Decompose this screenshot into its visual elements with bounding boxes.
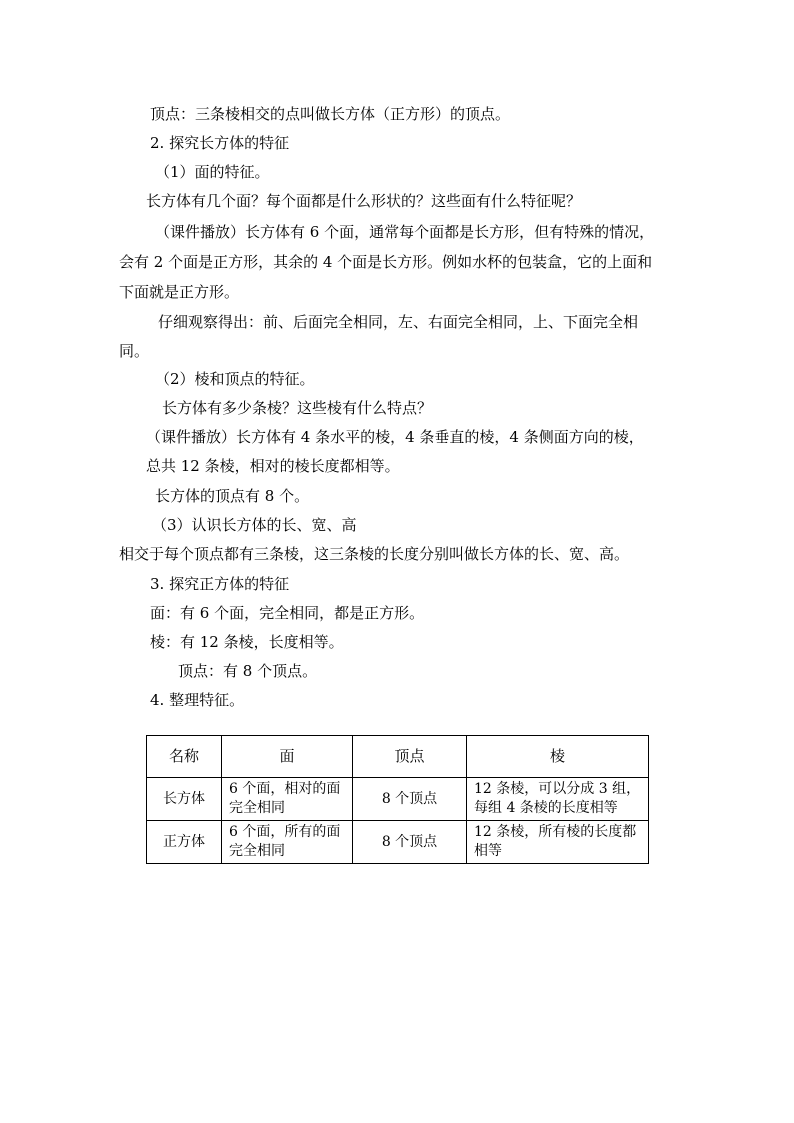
paragraph-observation-1: 仔细观察得出：前、后面完全相同，左、右面完全相同，上、下面完全相 — [158, 313, 639, 331]
heading-cuboid-features: 2. 探究长方体的特征 — [150, 134, 290, 152]
column-header-vertex: 顶点 — [353, 736, 467, 778]
column-header-name: 名称 — [147, 736, 222, 778]
paragraph-edge-question: 长方体有多少条棱？这些棱有什么特点？ — [162, 399, 433, 417]
table-row — [147, 821, 649, 864]
feature-comparison-table — [146, 735, 649, 864]
subheading-face-features: （1）面的特征。 — [155, 163, 270, 181]
subheading-edge-vertex-features: （2）棱和顶点的特征。 — [155, 370, 315, 388]
column-header-edge: 棱 — [467, 736, 649, 778]
cell-shape-name: 正方体 — [147, 821, 222, 864]
column-header-face: 面 — [222, 736, 353, 778]
paragraph-edge-explanation-1: （课件播放）长方体有 4 条水平的棱，4 条垂直的棱，4 条侧面方向的棱， — [146, 428, 644, 446]
paragraph-length-width-height: 相交于每个顶点都有三条棱，这三条棱的长度分别叫做长方体的长、宽、高。 — [119, 545, 630, 563]
paragraph-cube-faces: 面：有 6 个面，完全相同，都是正方形。 — [150, 604, 425, 622]
cell-vertex: 8 个顶点 — [353, 778, 467, 821]
paragraph-face-explanation-1: （课件播放）长方体有 6 个面，通常每个面都是长方形，但有特殊的情况， — [155, 223, 655, 241]
cell-vertex: 8 个顶点 — [353, 821, 467, 864]
paragraph-face-explanation-3: 下面就是正方形。 — [119, 283, 240, 301]
paragraph-observation-2: 同。 — [119, 342, 150, 360]
paragraph-vertex-count: 长方体的顶点有 8 个。 — [155, 487, 310, 505]
paragraph-cube-edges: 棱：有 12 条棱，长度相等。 — [150, 633, 344, 651]
cell-face: 6 个面，所有的面完全相同 — [222, 821, 353, 864]
heading-summary: 4. 整理特征。 — [150, 691, 245, 709]
cell-edge: 12 条棱，所有棱的长度都相等 — [467, 821, 649, 864]
paragraph-face-question: 长方体有几个面？每个面都是什么形状的？这些面有什么特征呢？ — [146, 192, 582, 210]
paragraph-edge-explanation-2: 总共 12 条棱，相对的棱长度都相等。 — [146, 457, 400, 475]
cell-shape-name: 长方体 — [147, 778, 222, 821]
table-header-row — [147, 736, 649, 778]
paragraph-vertex-definition: 顶点：三条棱相交的点叫做长方体（正方形）的顶点。 — [150, 105, 511, 123]
cell-face: 6 个面，相对的面完全相同 — [222, 778, 353, 821]
paragraph-face-explanation-2: 会有 2 个面是正方形，其余的 4 个面是长方形。例如水杯的包装盒，它的上面和 — [119, 253, 653, 271]
subheading-length-width-height: （3）认识长方体的长、宽、高 — [152, 516, 357, 534]
paragraph-cube-vertices: 顶点：有 8 个顶点。 — [178, 662, 318, 680]
cell-edge: 12 条棱，可以分成 3 组，每组 4 条棱的长度相等 — [467, 778, 649, 821]
table-row — [147, 778, 649, 821]
heading-cube-features: 3. 探究正方体的特征 — [150, 575, 290, 593]
